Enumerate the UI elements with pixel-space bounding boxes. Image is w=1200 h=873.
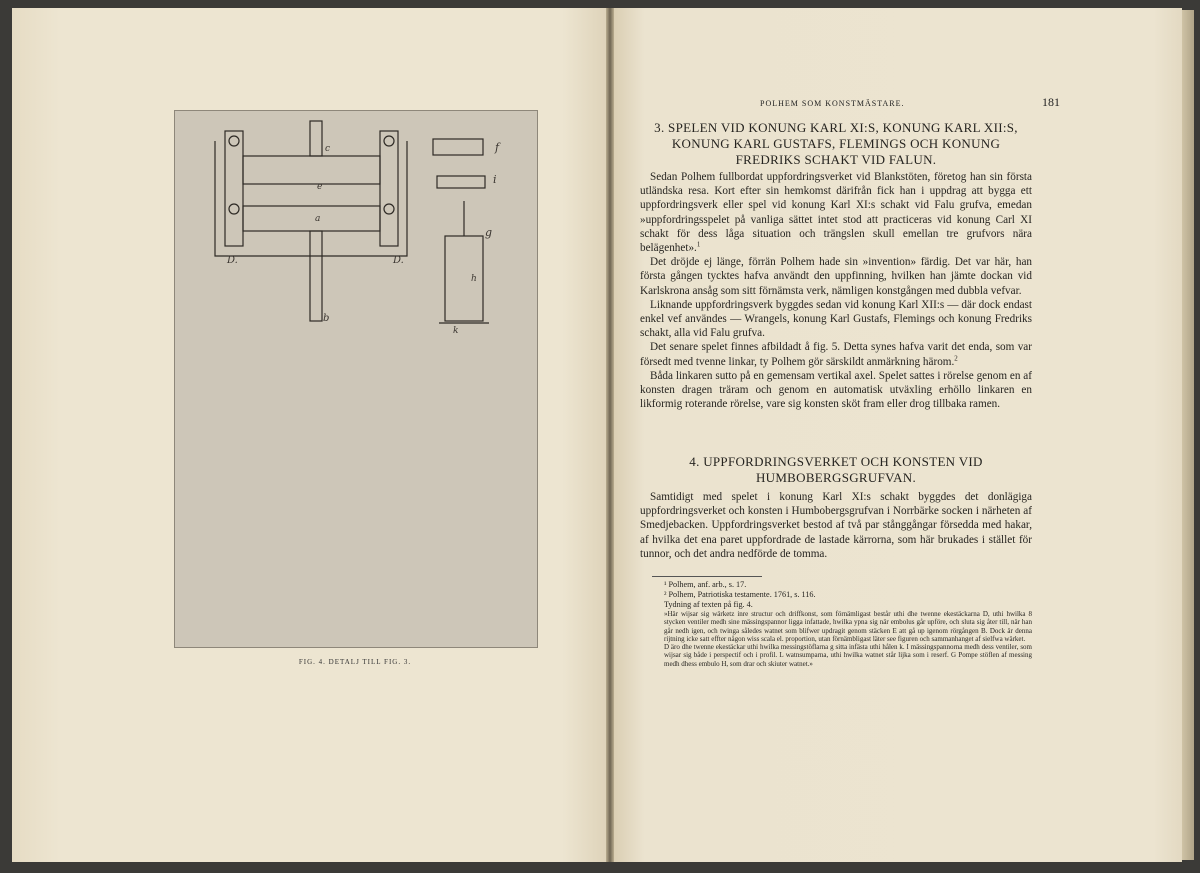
label-g: g [485, 226, 493, 239]
section-4-heading: 4. UPPFORDRINGSVERKET OCH KONSTEN VID HUMBOBERGSGRUFVAN. [689, 454, 983, 485]
running-header [640, 95, 1060, 109]
figure-caption: FIG. 4. DETALJ TILL FIG. 3. [298, 658, 412, 666]
paragraph-3: Liknande uppfordringsverk byggdes sedan vid konung Karl XII:s — där dock endast enkel vef användes — Wrangels, konung Karl Gustafs, Flemings och konung Fredriks schakt, alla vid Falu grufva. [640, 298, 1032, 340]
figure-text-title: Tydning af texten på fig. 4. [664, 600, 753, 609]
paragraph-6: Samtidigt med spelet i konung Karl XI:s schakt byggdes det donlägiga uppfordringsverket och konsten i Humbobergsgrufvan i Norrbärke socken i närheten af Smedjebacken. Uppfordringsverket bestod af två par stånggångar försedda med hakar, af hvilka det ena paret uppfordrade de lastade kärrorna, som här brukades i stället för tunnor, och det andra nedförde de tomma. [640, 491, 1032, 560]
paragraph-4: Det senare spelet finnes afbildadt å fig. 5. Detta synes hafva varit det enda, som var försedt med tvenne linkar, ty Polhem gör särskildt anmärkning härom.$^2$ [640, 341, 1032, 368]
label-f: f [495, 141, 500, 154]
label-b: b [323, 313, 330, 324]
running-head: POLHEM SOM KONSTMÄSTARE. [760, 99, 905, 108]
footnote-1: ¹ Polhem, anf. arb., s. 17. [664, 580, 747, 589]
figure-text-2: D äro dhe twenne ekestäckar uthi hwilka messingstöflarna g sitta infästa uthi hålen k. I mässingspannorna medh dess ventiler, som wijsar sig både i perspectif och i profil. L watnsumparna, uthi hwilka watnet står lijka som i reserf. G Pompe stöflen af messing medh dhess embulo H, som drar och skiuter watnet.» [664, 643, 1032, 668]
label-i: i [493, 173, 497, 186]
label-a: a [315, 214, 321, 224]
paragraph-1: Sedan Polhem fullbordat uppfordringsverket vid Blankstöten, företog han sin första utländska resa. Kort efter sin hemkomst därifrån fick han i uppdrag att bygga ett uppfordringsverk eller spel vid konung Karl XI:s schakt vid Falu grufva, emedan »uppfordringsspelet på vanliga sättet intet stod att practiceras vid konung Carl XI schakt för dess låga situation och trängslen skull emellan tre grufvors nära belägenhet».$^1$ [640, 171, 1032, 255]
label-k: k [453, 326, 459, 336]
figure-text-1: »Här wijsar sig wärketz inre structur och driffkonst, som förnämligast består uthi dhe twenne ekestäckarna D, uthi hwilka 8 stycken ventiler medh sine mässingspannor ligga infattade, hwilka ypna sig när embolus går upföre, och sluta sig åter till, när han går nedh igen, och twinga således watnet som blifwer updragit genom stäcken E att gå up igenom rörgången B. Dock är denna rijtning icke satt effter någon wiss scala el. proportion, utan förnämbligast läter see figuren och sammanhanget af sielfwa wärket. [664, 610, 1032, 643]
footnote-2: ² Polhem, Patriotiska testamente. 1761, s. 116. [664, 590, 816, 599]
body-column-2 [640, 490, 1032, 561]
label-d-left: D. [227, 255, 238, 266]
figure-plate [174, 110, 538, 648]
figure-letters [175, 111, 537, 647]
book-gutter [606, 8, 614, 862]
page-number: 181 [1042, 95, 1060, 109]
footnote-ref-2: 2 [954, 353, 958, 362]
label-e: e [317, 182, 323, 192]
footnote-ref-1: 1 [696, 240, 701, 249]
paragraph-2: Det dröjde ej länge, förrän Polhem hade sin »invention» färdig. Det var här, han första gången tycktes hafva användt den uppfinning, hvilken han jämte dockan vid Karlskrona ansåg som sitt förnämsta verk, nämligen konstgången med dubbla vefvar. [640, 256, 1032, 297]
page-edge [1182, 10, 1194, 860]
label-h: h [471, 274, 477, 284]
label-c: c [325, 144, 331, 154]
section-3-heading: 3. SPELEN VID KONUNG KARL XI:S, KONUNG KARL XII:S, KONUNG KARL GUSTAFS, FLEMINGS OCH KONUNG FREDRIKS SCHAKT VID FALUN. [654, 120, 1018, 167]
label-d-right: D. [393, 255, 404, 266]
paragraph-5: Båda linkaren sutto på en gemensam vertikal axel. Spelet sattes i rörelse genom en af konsten dragen träram och genom en automatisk utväxling erhöllo linkaren en likformig roterande rörelse, vare sig konsten sköt fram eller drog tillbaka ramen. [640, 369, 1032, 411]
footnote-rule [652, 576, 762, 577]
body-column-1 [640, 170, 1032, 411]
footnotes [640, 580, 1032, 668]
